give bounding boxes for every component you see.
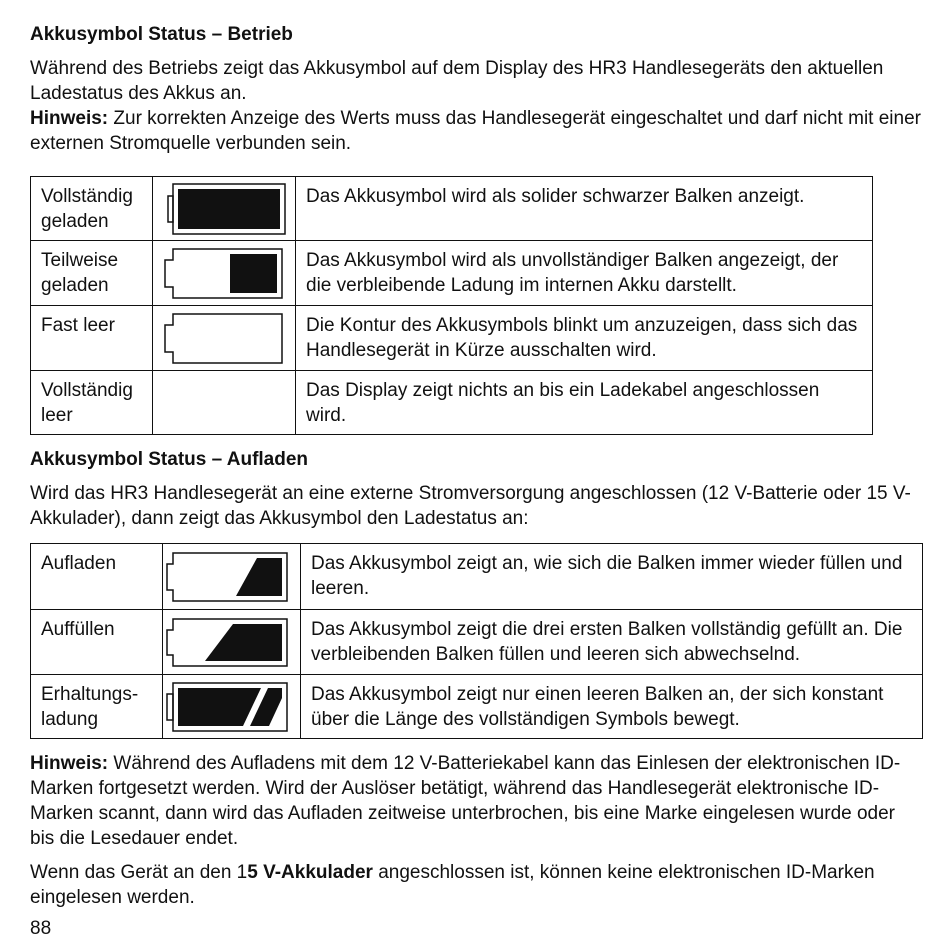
battery-status-operation-table: [30, 176, 873, 435]
table-row: [31, 610, 923, 675]
battery-empty-outline-icon: [153, 306, 296, 371]
final-text-bold: 5 V-Akkulader: [247, 862, 373, 883]
note-label: Hinweis:: [30, 108, 109, 129]
final-text-pre: Wenn das Gerät an den 1: [30, 862, 248, 883]
battery-topping-up-icon: [163, 610, 301, 675]
table-row: [31, 306, 873, 371]
final-text-post: angeschlossen ist, können keine elektronischen ID-Marken eingelesen werden.: [30, 862, 875, 908]
status-label: Auffüllen: [31, 610, 163, 675]
intro-paragraph: Während des Betriebs zeigt das Akkusymbol auf dem Display des HR3 Handlesegeräts den aktuellen Ladestatus des Akkus an.: [30, 58, 884, 104]
battery-trickle-charge-icon: [163, 675, 301, 739]
table-row: [31, 241, 873, 306]
status-description: Das Akkusymbol zeigt an, wie sich die Balken immer wieder füllen und leeren.: [301, 544, 923, 610]
manual-page: [30, 22, 922, 910]
charging-note-paragraph: [30, 751, 922, 851]
status-label: Teilweise geladen: [31, 241, 153, 306]
status-description: Das Display zeigt nichts an bis ein Ladekabel angeschlossen wird.: [296, 371, 873, 435]
note-paragraph: [30, 106, 922, 156]
status-description: Die Kontur des Akkusymbols blinkt um anzuzeigen, dass sich das Handlesegerät in Kürze ausschalten wird.: [296, 306, 873, 371]
battery-blank-cell: [153, 371, 296, 435]
battery-charging-icon: [163, 544, 301, 610]
status-label: Erhaltungs-ladung: [31, 675, 163, 739]
status-description: Das Akkusymbol wird als solider schwarzer Balken anzeigt.: [296, 177, 873, 241]
status-description: Das Akkusymbol zeigt die drei ersten Balken vollständig gefüllt an. Die verbleibenden Balken füllen und leeren sich abwechselnd.: [301, 610, 923, 675]
status-description: Das Akkusymbol zeigt nur einen leeren Balken an, der sich konstant über die Länge des vollständigen Symbols bewegt.: [301, 675, 923, 739]
battery-full-icon: [153, 177, 296, 241]
section-title-charging: Akkusymbol Status – Aufladen: [30, 449, 309, 470]
note-label: Hinweis:: [30, 753, 109, 774]
page-number: 88: [30, 918, 52, 939]
status-description: Das Akkusymbol wird als unvollständiger Balken angezeigt, der die verbleibende Ladung im internen Akku darstellt.: [296, 241, 873, 306]
status-label: Aufladen: [31, 544, 163, 610]
status-label: Vollständig geladen: [31, 177, 153, 241]
table-row: [31, 675, 923, 739]
note-text: Zur korrekten Anzeige des Werts muss das Handlesegerät eingeschaltet und darf nicht mit einer externen Stromquelle verbunden sein.: [30, 108, 921, 154]
final-paragraph: [30, 860, 922, 910]
status-label: Fast leer: [31, 306, 153, 371]
section-intro-operation: [30, 56, 922, 156]
battery-partial-icon: [153, 241, 296, 306]
table-row: [31, 371, 873, 435]
battery-status-charging-table: [30, 543, 923, 739]
section-title-operation: Akkusymbol Status – Betrieb: [30, 24, 293, 45]
status-label: Vollständig leer: [31, 371, 153, 435]
section-intro-charging: Wird das HR3 Handlesegerät an eine externe Stromversorgung angeschlossen (12 V-Batterie oder 15 V-Akkulader), dann zeigt das Akkusymbol den Ladestatus an:: [30, 483, 911, 529]
table-row: [31, 177, 873, 241]
note-text: Während des Aufladens mit dem 12 V-Batteriekabel kann das Einlesen der elektronischen ID-Marken fortgesetzt werden. Wird der Auslöser betätigt, während das Handlesegerät elektronische ID-Marken scannt, dann wird das Aufladen zeitweise unterbrochen, bis eine Marke eingelesen wurde oder bis die Lesedauer endet.: [30, 753, 901, 849]
table-row: [31, 544, 923, 610]
